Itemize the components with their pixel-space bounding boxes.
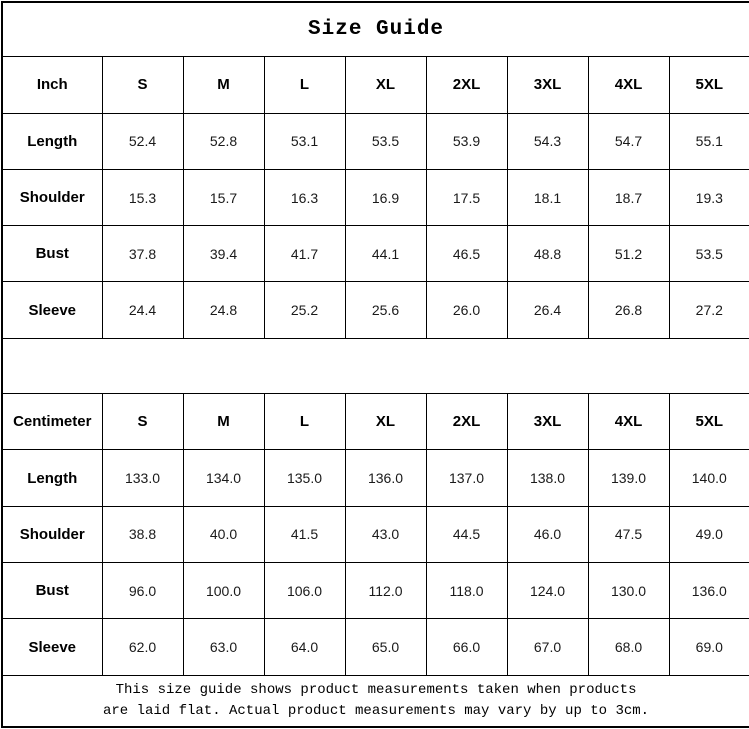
measurement-value-cell: 64.0 [264, 619, 345, 675]
measurement-label-cell: Length [2, 450, 102, 506]
measurement-value-cell: 133.0 [102, 450, 183, 506]
measurement-value-cell: 26.4 [507, 282, 588, 338]
size-header-cell: 5XL [669, 394, 749, 450]
footer-note [2, 675, 749, 727]
measurement-value-cell: 48.8 [507, 226, 588, 282]
measurement-value-cell: 26.8 [588, 282, 669, 338]
measurement-value-cell: 139.0 [588, 450, 669, 506]
size-guide-table [1, 1, 749, 728]
measurement-value-cell: 136.0 [345, 450, 426, 506]
measurement-value-cell: 66.0 [426, 619, 507, 675]
size-header-cell: M [183, 57, 264, 113]
measurement-value-cell: 25.6 [345, 282, 426, 338]
size-header-row [2, 57, 749, 113]
measurement-value-cell: 136.0 [669, 563, 749, 619]
measurement-value-cell: 37.8 [102, 226, 183, 282]
size-header-cell: 2XL [426, 57, 507, 113]
title-row [2, 2, 749, 57]
measurement-row [2, 113, 749, 169]
measurement-value-cell: 52.8 [183, 113, 264, 169]
footer-line-2: are laid flat. Actual product measurements may vary by up to 3cm. [102, 702, 650, 719]
spacer-row [2, 338, 749, 393]
measurement-value-cell: 40.0 [183, 506, 264, 562]
measurement-value-cell: 106.0 [264, 563, 345, 619]
unit-header-cell: Centimeter [2, 394, 102, 450]
size-header-cell: S [102, 57, 183, 113]
measurement-value-cell: 53.5 [669, 226, 749, 282]
measurement-value-cell: 51.2 [588, 226, 669, 282]
table-spacer [2, 338, 749, 393]
measurement-value-cell: 54.7 [588, 113, 669, 169]
size-header-cell: XL [345, 394, 426, 450]
measurement-value-cell: 134.0 [183, 450, 264, 506]
size-header-cell: XL [345, 57, 426, 113]
size-header-cell: L [264, 57, 345, 113]
measurement-row [2, 226, 749, 282]
measurement-value-cell: 27.2 [669, 282, 749, 338]
size-header-cell: 4XL [588, 394, 669, 450]
measurement-value-cell: 46.5 [426, 226, 507, 282]
measurement-value-cell: 41.7 [264, 226, 345, 282]
size-header-cell: 3XL [507, 394, 588, 450]
measurement-value-cell: 67.0 [507, 619, 588, 675]
measurement-value-cell: 16.3 [264, 169, 345, 225]
measurement-value-cell: 54.3 [507, 113, 588, 169]
measurement-value-cell: 18.1 [507, 169, 588, 225]
measurement-value-cell: 26.0 [426, 282, 507, 338]
measurement-value-cell: 53.1 [264, 113, 345, 169]
measurement-value-cell: 65.0 [345, 619, 426, 675]
size-header-cell: 2XL [426, 394, 507, 450]
measurement-label-cell: Shoulder [2, 506, 102, 562]
measurement-value-cell: 100.0 [183, 563, 264, 619]
measurement-value-cell: 24.8 [183, 282, 264, 338]
measurement-value-cell: 19.3 [669, 169, 749, 225]
measurement-value-cell: 138.0 [507, 450, 588, 506]
measurement-value-cell: 69.0 [669, 619, 749, 675]
measurement-value-cell: 124.0 [507, 563, 588, 619]
measurement-value-cell: 135.0 [264, 450, 345, 506]
measurement-value-cell: 63.0 [183, 619, 264, 675]
measurement-row [2, 450, 749, 506]
measurement-label-cell: Bust [2, 226, 102, 282]
measurement-value-cell: 130.0 [588, 563, 669, 619]
measurement-row [2, 563, 749, 619]
centimeter-table-body [2, 394, 749, 676]
measurement-value-cell: 53.5 [345, 113, 426, 169]
measurement-value-cell: 15.3 [102, 169, 183, 225]
measurement-value-cell: 52.4 [102, 113, 183, 169]
measurement-value-cell: 49.0 [669, 506, 749, 562]
unit-header-cell: Inch [2, 57, 102, 113]
measurement-value-cell: 24.4 [102, 282, 183, 338]
size-header-cell: M [183, 394, 264, 450]
measurement-value-cell: 39.4 [183, 226, 264, 282]
measurement-value-cell: 137.0 [426, 450, 507, 506]
measurement-label-cell: Sleeve [2, 619, 102, 675]
measurement-label-cell: Bust [2, 563, 102, 619]
measurement-value-cell: 55.1 [669, 113, 749, 169]
measurement-value-cell: 15.7 [183, 169, 264, 225]
footer-row [2, 675, 749, 727]
measurement-label-cell: Shoulder [2, 169, 102, 225]
measurement-row [2, 282, 749, 338]
page-title: Size Guide [2, 2, 749, 57]
size-header-cell: 3XL [507, 57, 588, 113]
size-header-cell: L [264, 394, 345, 450]
measurement-value-cell: 18.7 [588, 169, 669, 225]
size-header-cell: S [102, 394, 183, 450]
measurement-value-cell: 44.1 [345, 226, 426, 282]
measurement-value-cell: 41.5 [264, 506, 345, 562]
measurement-value-cell: 43.0 [345, 506, 426, 562]
measurement-value-cell: 47.5 [588, 506, 669, 562]
measurement-value-cell: 25.2 [264, 282, 345, 338]
measurement-value-cell: 68.0 [588, 619, 669, 675]
measurement-row [2, 619, 749, 675]
measurement-value-cell: 96.0 [102, 563, 183, 619]
measurement-value-cell: 38.8 [102, 506, 183, 562]
measurement-value-cell: 46.0 [507, 506, 588, 562]
measurement-row [2, 506, 749, 562]
size-header-cell: 4XL [588, 57, 669, 113]
size-header-cell: 5XL [669, 57, 749, 113]
measurement-label-cell: Sleeve [2, 282, 102, 338]
measurement-value-cell: 16.9 [345, 169, 426, 225]
measurement-value-cell: 62.0 [102, 619, 183, 675]
footer-line-1: This size guide shows product measurements taken when products [115, 681, 637, 698]
measurement-value-cell: 44.5 [426, 506, 507, 562]
measurement-value-cell: 140.0 [669, 450, 749, 506]
measurement-value-cell: 17.5 [426, 169, 507, 225]
measurement-value-cell: 118.0 [426, 563, 507, 619]
measurement-row [2, 169, 749, 225]
inch-table-body [2, 57, 749, 339]
measurement-value-cell: 112.0 [345, 563, 426, 619]
measurement-value-cell: 53.9 [426, 113, 507, 169]
size-header-row [2, 394, 749, 450]
measurement-label-cell: Length [2, 113, 102, 169]
